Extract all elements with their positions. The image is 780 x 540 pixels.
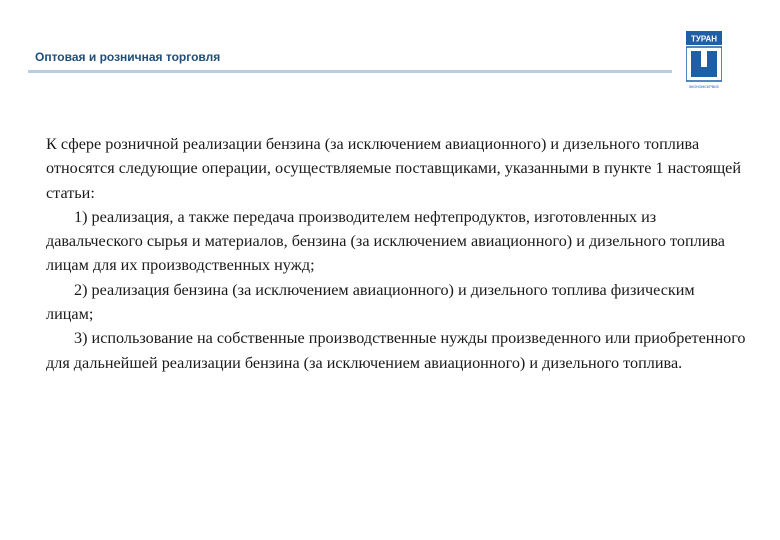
list-item-1: 1) реализация, а также передача производителем нефтепродуктов, изготовленных из давальческого сырья и материалов, бензина (за исключением авиационного) и дизельного топлива лицам для их производственных нужд;	[46, 207, 725, 275]
article-text	[46, 132, 746, 375]
logo-graphic	[686, 31, 722, 89]
list-item-3: 3) использование на собственные производственные нужды произведенного или приобретенного для дальнейшей реализации бензина (за исключением авиационного) и дизельного топлива.	[46, 329, 746, 372]
page-title: Оптовая и розничная торговля	[35, 50, 221, 64]
company-logo	[686, 31, 722, 89]
header-divider	[28, 70, 672, 73]
logo-top-text: ТУРАН	[690, 34, 718, 44]
list-item-2: 2) реализация бензина (за исключением авиационного) и дизельного топлива физическим лицам;	[46, 280, 695, 324]
intro-paragraph: К сфере розничной реализации бензина (за исключением авиационного) и дизельного топлива относятся следующие операции, осуществляемые поставщиками, указанными в пункте 1 настоящей статьи:	[46, 135, 742, 202]
logo-bottom-text: ЭКОНОМСЕРВИС	[688, 85, 720, 89]
